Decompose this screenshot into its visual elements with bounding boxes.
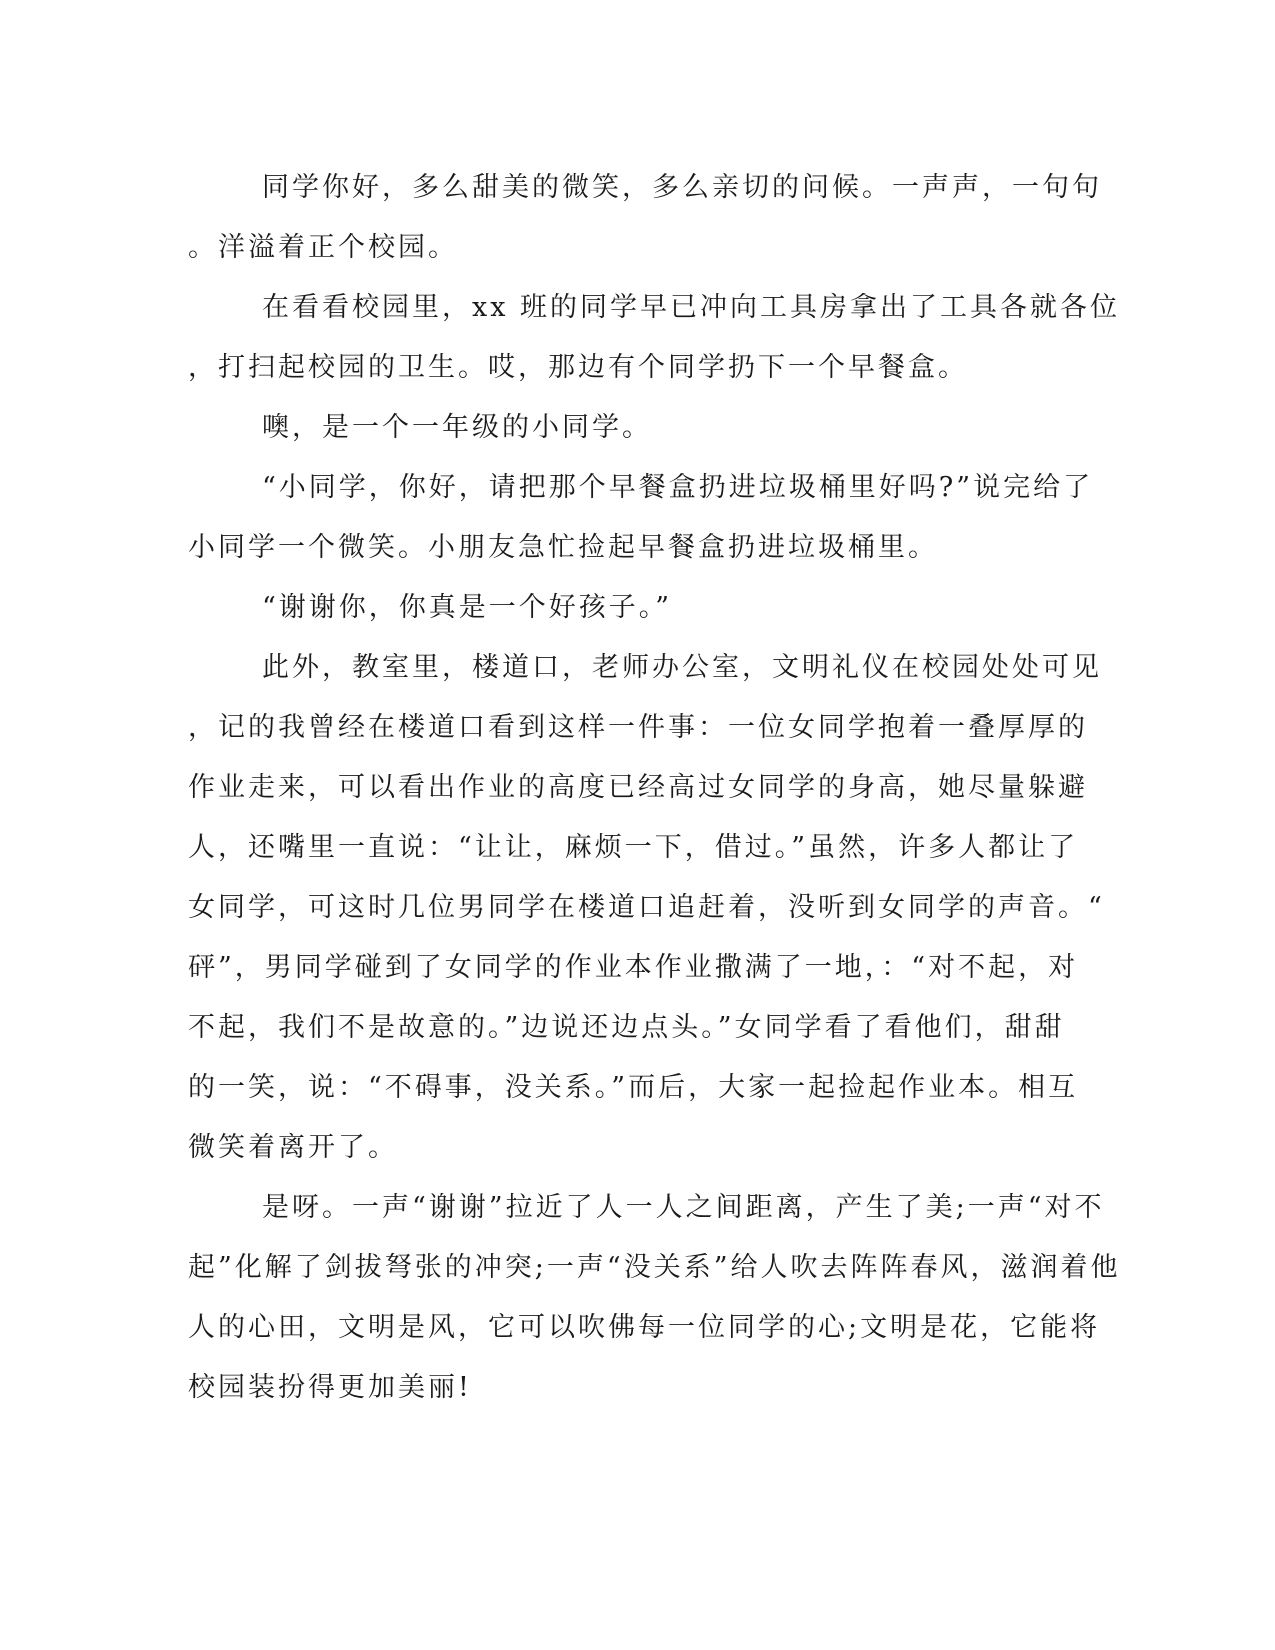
text-line: ，打扫起校园的卫生。哎，那边有个同学扔下一个早餐盒。 — [188, 352, 968, 383]
text-line: 小同学一个微笑。小朋友急忙捡起早餐盒扔进垃圾桶里。 — [188, 532, 938, 563]
paragraph-greeting — [188, 158, 1102, 278]
document-body — [188, 158, 1121, 1418]
text-line: 是呀。一声“谢谢”拉近了人一人之间距离，产生了美;一声“对不 — [262, 1192, 1105, 1223]
text-line: ，记的我曾经在楼道口看到这样一件事：一位女同学抱着一叠厚厚的 — [188, 712, 1088, 743]
text-line: 校园装扮得更加美丽! — [188, 1372, 472, 1403]
text-line: 人的心田，文明是风，它可以吹佛每一位同学的心;文明是花，它能将 — [188, 1312, 1101, 1343]
paragraph-first-grader — [188, 398, 1080, 458]
text-line: 砰”，男同学碰到了女同学的作业本作业撒满了一地，：“对不起，对 — [188, 952, 1079, 983]
text-line: “谢谢你，你真是一个好孩子。” — [262, 592, 673, 623]
paragraph-thanks — [188, 578, 1080, 638]
text-line: 作业走来，可以看出作业的高度已经高过女同学的身高，她尽量躲避 — [188, 772, 1088, 803]
paragraph-conclusion — [188, 1178, 1121, 1418]
paragraph-stairway-story — [188, 638, 1105, 1178]
text-line: 微笑着离开了。 — [188, 1132, 398, 1163]
text-line: 不起，我们不是故意的。”边说还边点头。”女同学看了看他们，甜甜 — [188, 1012, 1065, 1043]
text-line: 起”化解了剑拔弩张的冲突;一声“没关系”给人吹去阵阵春风，滋润着他 — [188, 1252, 1121, 1283]
text-line: 在看看校园里，xx 班的同学早已冲向工具房拿出了工具各就各位 — [262, 292, 1121, 323]
paragraph-request — [188, 458, 1094, 578]
text-line: 女同学，可这时几位男同学在楼道口追赶着，没听到女同学的声音。“ — [188, 892, 1105, 923]
text-line: “小同学，你好，请把那个早餐盒扔进垃圾桶里好吗?”说完给了 — [262, 472, 1094, 503]
text-line: 噢，是一个一年级的小同学。 — [262, 412, 652, 443]
text-line: 人，还嘴里一直说：“让让，麻烦一下，借过。”虽然，许多人都让了 — [188, 832, 1079, 863]
text-line: 此外，教室里，楼道口，老师办公室，文明礼仪在校园处处可见 — [262, 652, 1102, 683]
text-line: 。洋溢着正个校园。 — [188, 232, 458, 263]
text-line: 同学你好，多么甜美的微笑，多么亲切的问候。一声声，一句句 — [262, 172, 1102, 203]
paragraph-cleaning — [188, 278, 1121, 398]
text-line: 的一笑，说：“不碍事，没关系。”而后，大家一起捡起作业本。相互 — [188, 1072, 1079, 1103]
